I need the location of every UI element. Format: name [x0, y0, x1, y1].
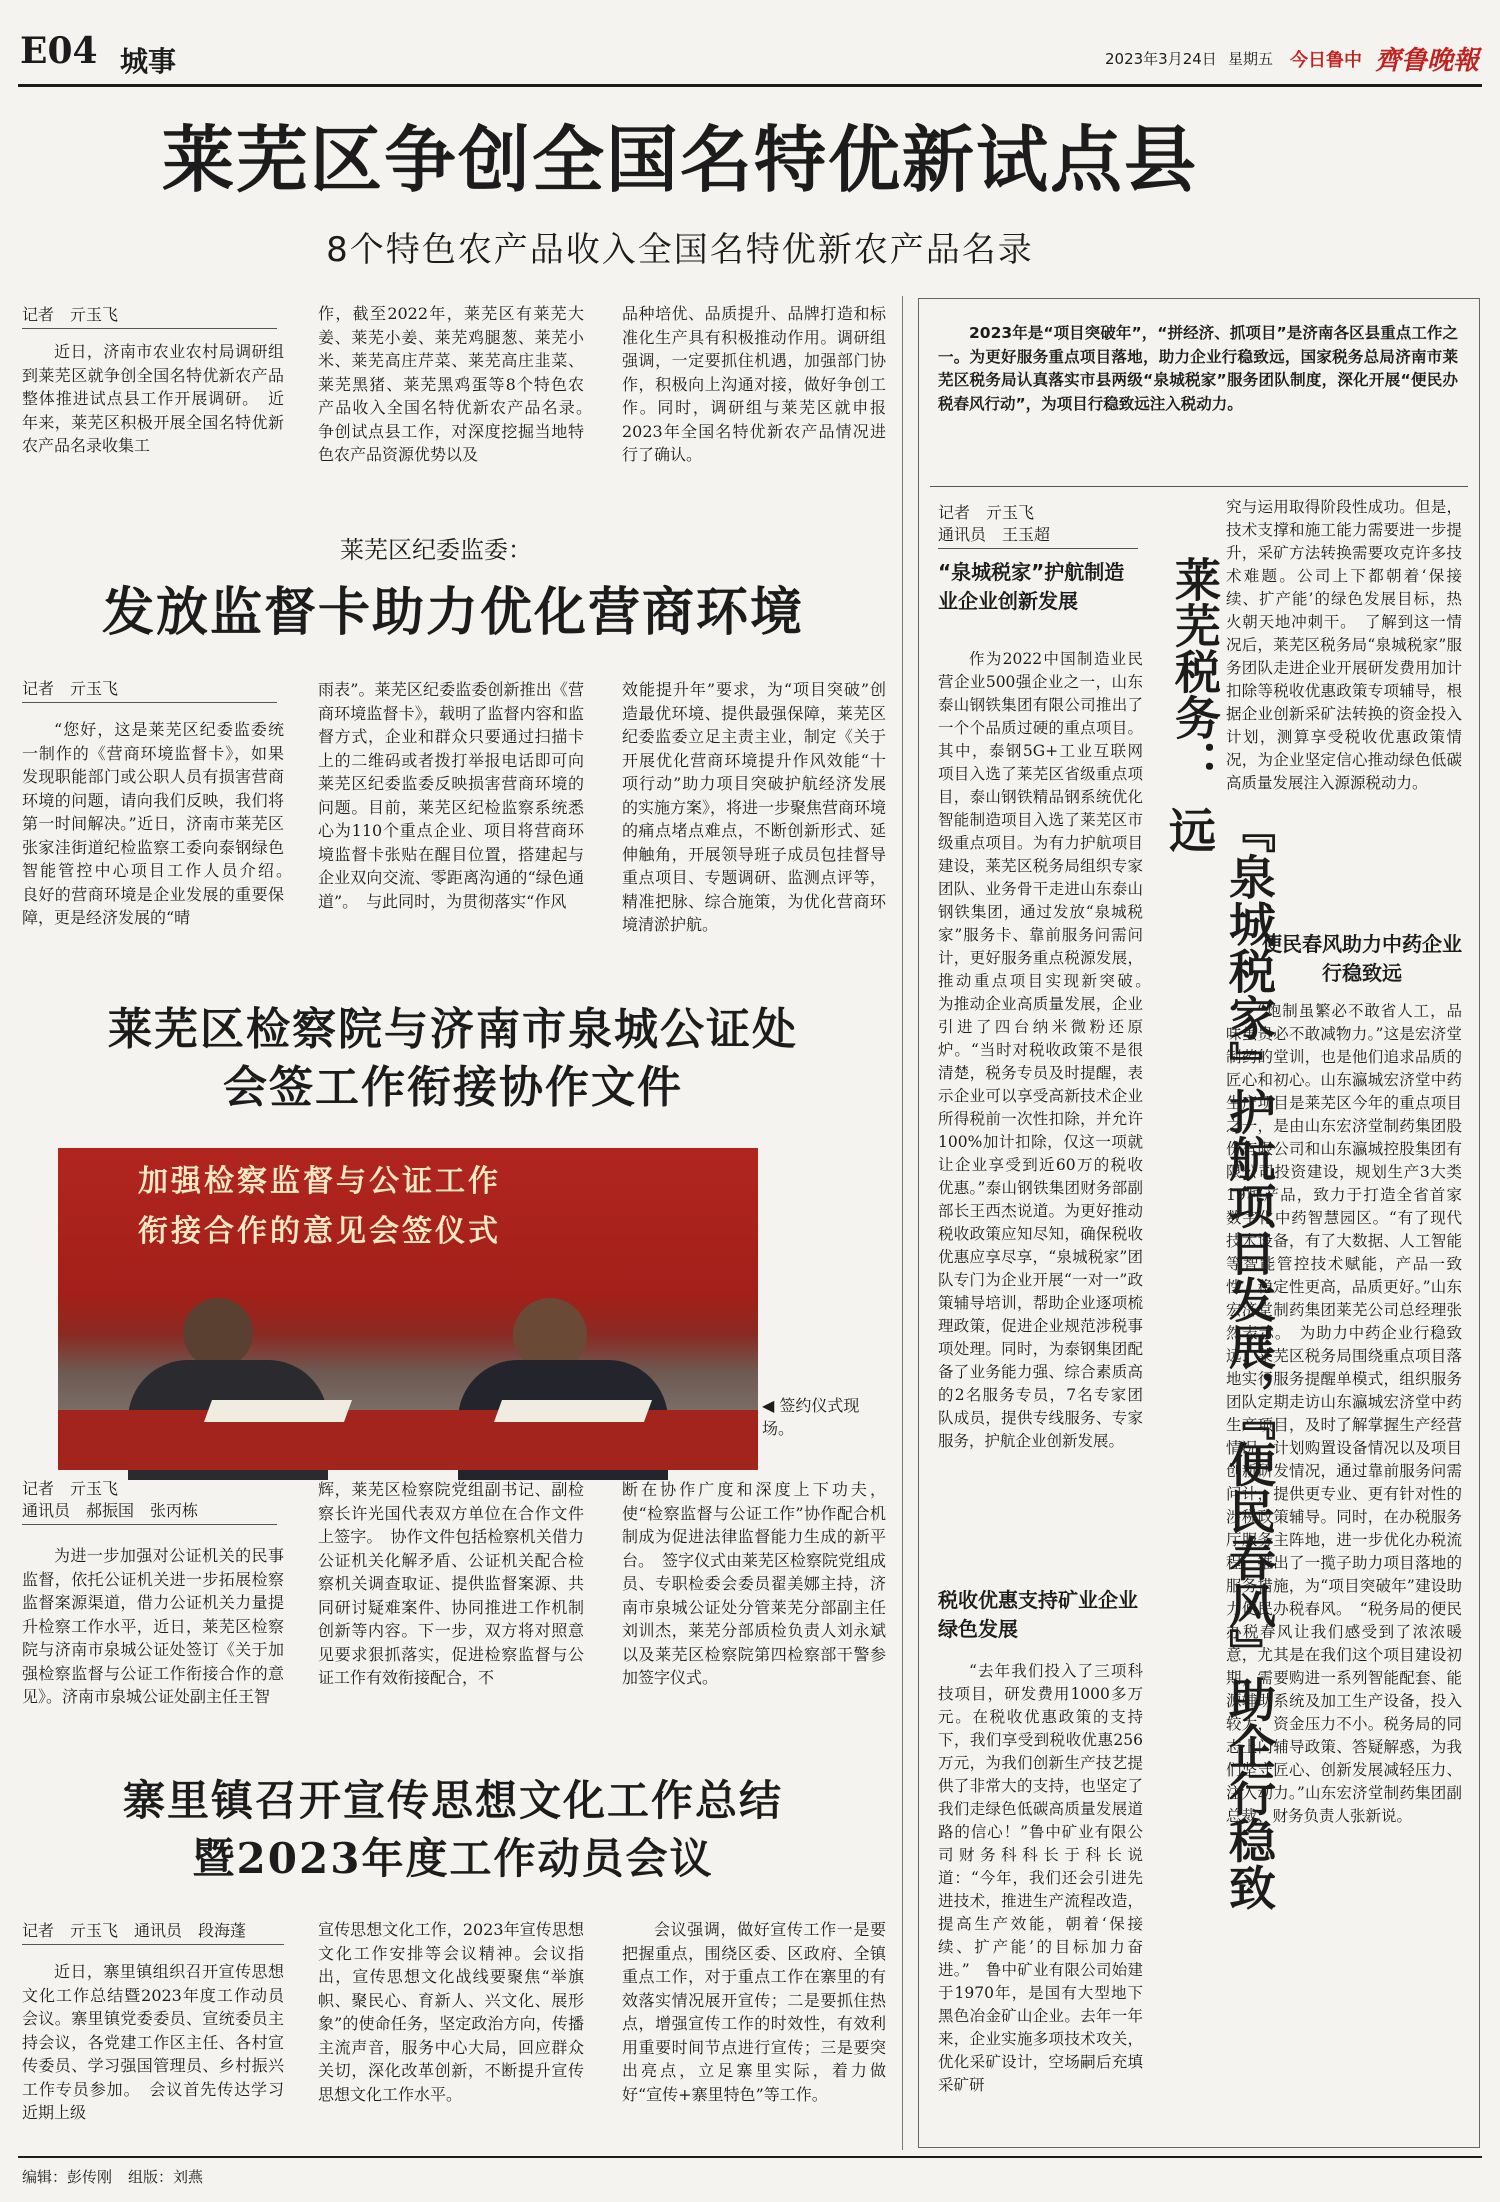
- footer-layout: 组版：刘燕: [128, 2168, 204, 2186]
- tax-subhead-2: 税收优惠支持矿业企业绿色发展: [938, 1588, 1138, 1641]
- person-left-figure: [183, 1298, 253, 1368]
- procuratorate-col-1: 为进一步加强对公证机关的民事监督，依托公证机关进一步拓展检察监督案源渠道，借力公证机关力量提升检察工作水平，近日，莱芜区检察院与济南市泉城公证处签订《关于加强检察监督与公证工作衔接合作的意见》。济南市泉城公证处副主任王智: [22, 1546, 284, 1706]
- tax-byline-1: 记者 亓玉飞: [938, 503, 1035, 522]
- zhaili-byline: 记者 亓玉飞 通讯员 段海蓬: [22, 1920, 284, 1945]
- procuratorate-byline-2: 通讯员 郝振国 张丙栋: [22, 1500, 277, 1525]
- jiwei-headline: 发放监督卡助力优化营商环境: [101, 582, 804, 643]
- main-col-3: 品种培优、品质提升、品牌打造和标准化生产具有积极推动作用。调研组强调，一定要抓住机遇，加强部门协作，积极向上沟通对接，做好争创工作。同时，调研组与莱芜区就申报2023年全国名特优新农产品情况进行了确认。: [622, 304, 886, 464]
- procuratorate-byline-1: 记者 亓玉飞: [22, 1479, 119, 1498]
- tax-vertical-title-1: 莱芜税务：: [1168, 556, 1222, 786]
- zhaili-col-2: 宣传思想文化工作，2023年宣传思想文化工作安排等会议精神。会议指出，宣传思想文化战线要聚焦“举旗帜、聚民心、育新人、兴文化、展形象”的使命任务，坚定政治方向，传播主流声音，服务中心大局，回应群众关切，深化改革创新，不断提升宣传思想文化工作水平。: [318, 1920, 584, 2104]
- tax-lead: 2023年是“项目突破年”，“拼经济、抓项目”是济南各区县重点工作之一。为更好服务重点项目落地，助力企业行稳致远，国家税务总局济南市莱芜区税务局认真落实市县两级“泉城税家”服务团队制度，深化开展“便民办税春风行动”，为项目行稳致远注入税动力。: [938, 324, 1458, 413]
- jiwei-col-1: “您好，这是莱芜区纪委监委统一制作的《营商环境监督卡》，如果发现职能部门或公职人员有损害营商环境的问题，请向我们反映，我们将第一时间解决。”近日，济南市莱芜区张家洼街道纪检监察工委向泰钢绿色智能管控中心项目工作人员介绍。 良好的营商环境是企业发展的重要保障，更是经济发展的“晴: [22, 720, 301, 927]
- paper-logo: 齊鲁晚報: [1375, 46, 1480, 76]
- jiwei-kicker: 莱芜区纪委监委：: [340, 536, 532, 564]
- tax-subhead-1: “泉城税家”护航制造业企业创新发展: [938, 560, 1125, 613]
- main-headline: 莱芜区争创全国名特优新试点县: [161, 117, 1198, 202]
- tax-lead-rule: [930, 486, 1468, 487]
- zhaili-headline-line-1: 寨里镇召开宣传思想文化工作总结: [122, 1776, 783, 1825]
- section-name: 城事: [120, 45, 177, 78]
- main-col-2: 作，截至2022年，莱芜区有莱芜大姜、莱芜小姜、莱芜鸡腿葱、莱芜小米、莱芜高庄芹菜、莱芜高庄韭菜、莱芜黑猪、莱芜黑鸡蛋等8个特色农产品收入全国名特优新农产品名录。 争创试点县工作，对深度挖掘当地特色农产品资源优势以及: [318, 304, 601, 464]
- tax-col-a-1: 作为2022中国制造业民营企业500强企业之一，山东泰山钢铁集团有限公司推出了一个个品质过硬的重点项目。其中，泰钢5G+工业互联网项目入选了莱芜区省级重点项目，泰山钢铁精品钢系统优化智能制造项目入选了莱芜区市级重点项目。为有力护航项目建设，莱芜区税务局组织专家团队、业务骨干走进山东泰山钢铁集团，通过发放“泉城税家”服务卡、靠前服务问需问计，更好服务重点税源发展，推动重点项目实现新突破。 为推动企业高质量发展，企业引进了四台纳米微粉还原炉。“当时对税收政策不是很清楚，税务专员及时提醒，表示企业可以享受高新技术企业所得税前一次性扣除，并允许100%加计扣除，仅这一项就让企业享受到近60万的税收优惠。”泰山钢铁集团财务部副部长王西杰说道。为更好推动税收政策应知尽知，确保税收优惠应享尽享，“泉城税家”团队专门为企业开展“一对一”政策辅导培训，帮助企业逐项梳理政策，促进企业规范涉税事项处理。同时，为泰钢集团配备了业务能力强、综合素质高的2名服务专员，7名专家团队成员，提供专线服务、专家服务，护航企业创新发展。: [938, 650, 1159, 1450]
- main-byline: 记者 亓玉飞: [22, 304, 277, 329]
- tax-vertical-title-2: 『泉城税家』护航项目发展，『便民春风』助企行稳致远: [1161, 806, 1276, 1911]
- footer-editor: 编辑：彭传刚: [22, 2168, 113, 2186]
- tax-subhead-3: 便民春风助力中药企业行稳致远: [1262, 932, 1462, 985]
- jiwei-byline: 记者 亓玉飞: [22, 678, 277, 703]
- procuratorate-headline-line-2: 会签工作衔接协作文件: [223, 1062, 683, 1113]
- procuratorate-headline-line-1: 莱芜区检察院与济南市泉城公证处: [108, 1004, 798, 1055]
- procuratorate-col-2: 辉，莱芜区检察院党组副书记、副检察长许光国代表双方单位在合作文件上签字。 协作文件包括检察机关借力公证机关化解矛盾、公证机关配合检察机关调查取证、提供监督案源、共同研讨疑难案件、协同推进工作机制创新等内容。下一步，双方将对照意见要求狠抓落实，促进检察监督与公证工作有效衔接配合，不: [318, 1480, 584, 1687]
- edition-name: 今日鲁中: [1290, 50, 1362, 71]
- page-number: E04: [20, 30, 98, 72]
- tax-byline-2: 通讯员 王玉超: [938, 524, 1138, 549]
- main-subheadline: 8个特色农产品收入全国名特优新农产品名录: [326, 230, 1034, 270]
- jiwei-col-2: 雨表”。莱芜区纪委监委创新推出《营商环境监督卡》，载明了监督内容和监督方式，企业和群众只要通过扫描卡上的二维码或者拨打举报电话即可向莱芜区纪委监委反映损害营商环境的问题。目前，莱芜区纪检监察系统悉心为110个重点企业、项目将营商环境监督卡张贴在醒目位置，搭建起与企业双向交流、零距离沟通的“绿色通道”。 与此同时，为贯彻落实“作风: [318, 680, 584, 911]
- procuratorate-col-3: 断在协作广度和深度上下功夫，使“检察监督与公证工作”协作配合机制成为促进法律监督能力生成的新平台。 签字仪式由莱芜区检察院党组成员、专职检委会委员翟美娜主持，济南市泉城公证处分管莱芜分部副主任刘训杰，莱芜分部质检负责人刘永斌以及莱芜区检察院第四检察部干警参加签字仪式。: [622, 1480, 887, 1687]
- jiwei-col-3: 效能提升年”要求，为“项目突破”创造最优环境、提供最强保障，莱芜区纪委监委立足主责主业，制定《关于开展优化营商环境提升作风效能“十项行动”助力项目突破护航经济发展的实施方案》，将进一步聚焦营商环境的痛点堵点难点，不断创新形式、延伸触角，开展领导班子成员包挂督导重点项目、专题调研、监测点评等，精准把脉、综合施策，为优化营商环境清淤护航。: [622, 680, 887, 934]
- tax-col-b-2: “炮制虽繁必不敢省人工，品味虽贵必不敢减物力。”这是宏济堂制药的堂训，也是他们追求品质的匠心和初心。山东瀛城宏济堂中药生产项目是莱芜区今年的重点项目之一，是由山东宏济堂制药集团股份有限公司和山东瀛城控股集团有限公司投资建设，规划生产3大类19种产品，致力于打造全省首家数字化中药智慧园区。“有了现代技术设备，有了大数据、人工智能等智能管控技术赋能，产品一致性、稳定性更高，品质更好。”山东宏济堂制药集团莱芜公司总经理张然表示。 为助力中药企业行稳致远，莱芜区税务局围绕重点项目落地实行服务提醒单模式，组织服务团队定期走访山东瀛城宏济堂中药生产项目，及时了解掌握生产经营情况，计划购置设备情况以及项目创新研发情况，通过靠前服务问需问计，提供更专业、更有针对性的涉税政策辅导。同时，在办税服务厅服务主阵地，进一步优化办税流程，推出了一揽子助力项目落地的服务措施，为“项目突破年”建设助力便民办税春风。 “税务局的便民办税春风让我们感受到了浓浓暖意，尤其是在我们这个项目建设初期，需要购进一系列智能配套、能源辅助系统及加工生产设备，投入较大，资金压力不小。税务局的同志上门辅导政策、答疑解惑，为我们坚守匠心、创新发展减轻压力、注入动力。”山东宏济堂制药集团副总裁、财务负责人张新说。: [1226, 1002, 1462, 1825]
- zhaili-headline-line-2: 暨2023年度工作动员会议: [192, 1834, 714, 1883]
- rule-v-left: [902, 296, 903, 2150]
- document-left: [204, 1400, 352, 1422]
- photo-caption: ◀ 签约仪式现场。: [762, 1396, 860, 1438]
- tax-col-b-1: 究与运用取得阶段性成功。但是，技术支撑和施工能力需要进一步提升，采矿方法转换需要攻克许多技术难题。公司上下都朝着‘保接续、扩产能’的绿色发展目标，热火朝天地冲刺干。 了解到这一情况后，莱芜区税务局“泉城税家”服务团队走进企业开展研发费用加计扣除等税收优惠政策专项辅导，根据企业创新采矿法转换的资金投入计划，测算享受税收优惠政策情况，为企业坚定信心推动绿色低碳高质量发展注入源源税动力。: [1226, 498, 1462, 792]
- signing-table: [58, 1410, 758, 1470]
- zhaili-col-1: 近日，寨里镇组织召开宣传思想文化工作总结暨2023年度工作动员会议。寨里镇党委委员、宣统委员主持会议，各党建工作区主任、各村宣传委员、学习强国管理员、乡村振兴工作专员参加。 会议首先传达学习近期上级: [22, 1962, 284, 2122]
- document-right: [494, 1400, 652, 1422]
- footer-rule: [18, 2156, 1482, 2158]
- signing-photo: [58, 1148, 758, 1468]
- header-rule: [18, 84, 1482, 87]
- main-col-1: 近日，济南市农业农村局调研组到莱芜区就争创全国名特优新农产品整体推进试点县工作开展调研。 近年来，莱芜区积极开展全国名特优新农产品名录收集工: [22, 342, 284, 455]
- photo-banner-line-1: 加强检察监督与公证工作: [138, 1164, 501, 1199]
- zhaili-col-3: 会议强调，做好宣传工作一是要把握重点，围绕区委、区政府、全镇重点工作，对于重点工作在寨里的有效落实情况展开宣传；二是要抓住热点，增强宣传工作的时效性，有效利用重要时间节点进行宣传；三是要突出亮点，立足寨里实际，着力做好“宣传+寨里特色”等工作。: [622, 1920, 886, 2104]
- issue-date: 2023年3月24日: [1105, 50, 1217, 68]
- tax-col-a-2: “去年我们投入了三项科技项目，研发费用1000多万元。在税收优惠政策的支持下，我们享受到税收优惠256万元，为我们创新生产技艺提供了非常大的支持，也坚定了我们走绿色低碳高质量发展道路的信心！”鲁中矿业有限公司财务科科长于科长说道：“今年，我们还会引进先进技术，推进生产流程改造，提高生产效能，朝着‘保接续、扩产能’的目标加力奋进。” 鲁中矿业有限公司始建于1970年，是国有大型地下黑色冶金矿山企业。去年一年来，企业实施多项技术攻关，优化采矿设计，空场嗣后充填采矿研: [938, 1662, 1143, 2094]
- photo-banner-line-2: 衔接合作的意见会签仪式: [138, 1214, 501, 1249]
- issue-weekday: 星期五: [1228, 50, 1274, 68]
